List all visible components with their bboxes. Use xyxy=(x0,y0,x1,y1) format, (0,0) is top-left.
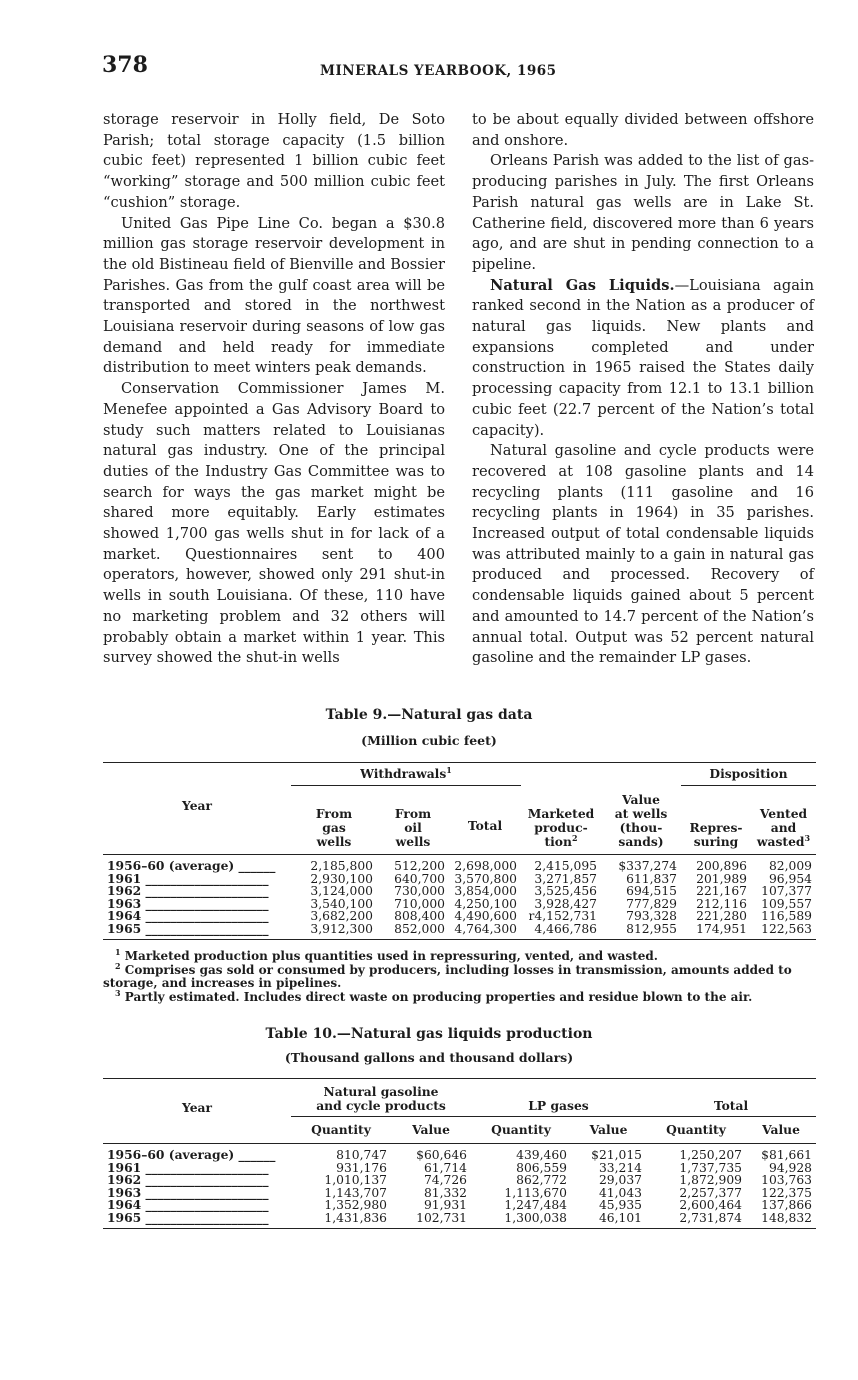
table-cell: 4,466,786 xyxy=(534,921,597,936)
table-cell: r4,152,731 xyxy=(528,909,597,924)
table-cell: 3,928,427 xyxy=(534,896,597,911)
table9-subtitle: (Million cubic feet) xyxy=(361,733,497,748)
table-cell: 33,214 xyxy=(598,1160,642,1175)
table-cell: 174,951 xyxy=(696,921,747,936)
row-year: 1964 ____________________ xyxy=(107,1197,269,1213)
table9-header-value-at-wells: Value at wells (thou- sands) xyxy=(614,792,668,849)
table-cell: 2,185,800 xyxy=(310,859,373,873)
table-cell: 122,375 xyxy=(761,1185,812,1200)
paragraph-body: —Louisiana again ranked second in the Nation as a producer of natural gas liquids. New plants and expansions completed and under construction in 1965 raised the States daily processing capacity from 12.1 to 13.1 billion cubic feet (22.7 percent of the Nation’s total capacity). xyxy=(472,276,814,439)
table10-header-year: Year xyxy=(182,1100,212,1115)
table-cell: 61,714 xyxy=(423,1160,467,1175)
table-cell: 2,415,095 xyxy=(534,859,597,873)
footnote: $^1$ Marketed production plus quantities used in repressuring, vented, and wasted. xyxy=(115,947,658,963)
table-cell: 2,731,874 xyxy=(679,1210,742,1225)
table-cell: 1,737,735 xyxy=(679,1160,742,1175)
table-cell: $337,274 xyxy=(618,859,677,873)
paragraph-natural-gas-liquids xyxy=(472,276,814,442)
table-row xyxy=(103,923,816,939)
table-cell: 109,557 xyxy=(761,896,812,911)
paragraph: Orleans Parish was added to the list of gas-producing parishes in July. The first Orleans Parish natural gas wells are in Lake St. Catherine field, discovered more than 6 years ago, and are shut in pending connection to a pipeline. xyxy=(472,152,814,273)
table-cell: 201,989 xyxy=(696,871,747,886)
row-year: 1962 ____________________ xyxy=(107,1172,269,1188)
table-cell: 74,726 xyxy=(423,1173,467,1188)
paragraph: storage reservoir in Holly field, De Soto Parish; total storage capacity (1.5 billion cubic feet) represented 1 billion cubic feet “working” storage and 500 million cubic feet “cushion” storage. xyxy=(103,111,445,211)
table-cell: 1,247,484 xyxy=(504,1198,567,1213)
table-cell: 793,328 xyxy=(626,909,677,924)
right-column xyxy=(472,110,814,669)
table10-body xyxy=(103,1144,816,1229)
table9-header-from-oil-wells: From oil wells xyxy=(394,806,432,849)
paragraph: Conservation Commissioner James M. Menefee appointed a Gas Advisory Board to study such matters related to Louisianas natural gas industry. One of the principal duties of the Industry Gas Committee was to search for ways the gas market might be shared more equitably. Early estimates showed 1,700 gas wells shut in for lack of a market. Questionnaires sent to 400 operators, however, showed only 291 shut-in wells in south Louisiana. Of these, 110 have no marketing problem and 32 others will probably obtain a market within 1 year. This survey showed the shut-in wells xyxy=(103,380,445,667)
table10-subtitle: (Thousand gallons and thousand dollars) xyxy=(284,1050,574,1065)
running-title: MINERALS YEARBOOK, 1965 xyxy=(320,63,557,79)
table-cell: 808,400 xyxy=(394,909,445,924)
table-cell: 1,352,980 xyxy=(324,1198,387,1213)
table-cell: 1,143,707 xyxy=(324,1185,387,1200)
table-cell: 122,563 xyxy=(761,921,812,936)
table9-group-disposition: Disposition xyxy=(681,763,816,786)
table-cell: 212,116 xyxy=(696,896,747,911)
paragraph: United Gas Pipe Line Co. began a $30.8 million gas storage reservoir development in the old Bistineau field of Bienville and Bossier Parishes. Gas from the gulf coast area will be transported and stored in the northwest Louisiana reservoir during seasons of low gas demand and held ready for immediate distribution to meet winters peak demands. xyxy=(103,214,445,377)
table-cell: 148,832 xyxy=(761,1210,812,1225)
table-cell: 94,928 xyxy=(768,1160,812,1175)
table-cell: 694,515 xyxy=(626,884,677,899)
row-year: 1961 ____________________ xyxy=(107,870,269,886)
table-cell: 137,866 xyxy=(761,1198,812,1213)
table-cell: 4,250,100 xyxy=(454,896,517,911)
table-cell: 107,377 xyxy=(761,884,812,899)
table-cell: 1,431,836 xyxy=(324,1210,387,1225)
table10-title: Table 10.—Natural gas liquids production xyxy=(265,1026,593,1042)
row-year: 1964 ____________________ xyxy=(107,908,269,924)
table-cell: 91,931 xyxy=(423,1198,467,1213)
table10-header-value: Value xyxy=(762,1122,800,1137)
table-cell: 45,935 xyxy=(598,1198,642,1213)
table-cell: 1,300,038 xyxy=(504,1210,567,1225)
row-year: 1963 ____________________ xyxy=(107,1184,269,1200)
table-cell: 3,854,000 xyxy=(454,884,517,899)
table-cell: 2,930,100 xyxy=(310,871,373,886)
table9-spacer xyxy=(601,763,681,786)
table-cell: 81,332 xyxy=(423,1185,467,1200)
row-year: 1963 ____________________ xyxy=(107,895,269,911)
table9-group-withdrawals: Withdrawals$^1$ xyxy=(291,763,521,786)
row-year: 1956–60 (average) ______ xyxy=(107,858,276,873)
table9-header-from-gas-wells: From gas wells xyxy=(315,806,353,849)
table9-header-total: Total xyxy=(467,818,503,833)
table10-header-quantity: Quantity xyxy=(491,1122,551,1137)
footnote: $^2$ Comprises gas sold or consumed by producers, including losses in transmission, amounts added to storage, and increases in pipelines. xyxy=(103,960,792,990)
table-cell: 1,010,137 xyxy=(324,1173,387,1188)
table-cell: 730,000 xyxy=(394,884,445,899)
table-cell: 777,829 xyxy=(626,896,677,911)
table-cell: 2,257,377 xyxy=(679,1185,742,1200)
table10-natural-gas-liquids-production xyxy=(103,1078,816,1229)
table-cell: 3,124,000 xyxy=(310,884,373,899)
row-year: 1965 ____________________ xyxy=(107,920,269,936)
left-column xyxy=(103,110,445,669)
table-cell: 29,037 xyxy=(598,1173,642,1188)
table10-header-value: Value xyxy=(412,1122,450,1137)
table-cell: 512,200 xyxy=(394,859,445,873)
table-cell: 41,043 xyxy=(598,1185,642,1200)
table-cell: 931,176 xyxy=(336,1160,387,1175)
table-cell: 103,763 xyxy=(761,1173,812,1188)
table-cell: 82,009 xyxy=(768,859,812,873)
table9-natural-gas-data xyxy=(103,762,816,940)
row-year: 1956–60 (average) ______ xyxy=(107,1147,276,1162)
table-cell: 102,731 xyxy=(416,1210,467,1225)
table9-header-vented-and-wasted: Vented and wasted$^3$ xyxy=(756,806,811,849)
table-cell: 3,525,456 xyxy=(534,884,597,899)
paragraph: to be about equally divided between offshore and onshore. xyxy=(472,111,814,149)
table-cell: 862,772 xyxy=(516,1173,567,1188)
row-year: 1961 ____________________ xyxy=(107,1159,269,1175)
table-cell: 3,271,857 xyxy=(534,871,597,886)
table-cell: 806,559 xyxy=(516,1160,567,1175)
table10-header-value: Value xyxy=(589,1122,628,1137)
table-cell: 1,872,909 xyxy=(679,1173,742,1188)
table-cell: 812,955 xyxy=(626,921,677,936)
table-cell: 3,570,800 xyxy=(454,871,517,886)
row-year: 1965 ____________________ xyxy=(107,1209,269,1225)
table9-header-year: Year xyxy=(182,798,212,813)
table-cell: 4,490,600 xyxy=(454,909,517,924)
table-cell: $21,015 xyxy=(591,1148,642,1162)
footnote: $^3$ Partly estimated. Includes direct waste on producing properties and residue blown to the air. xyxy=(115,987,753,1004)
table-cell: 4,764,300 xyxy=(454,921,517,936)
table-cell: 640,700 xyxy=(394,871,445,886)
table9-title: Table 9.—Natural gas data xyxy=(325,707,533,723)
table9-header-repressuring: Repres- suring xyxy=(689,820,743,849)
table-cell: $60,646 xyxy=(416,1148,467,1162)
table-cell: 200,896 xyxy=(696,859,747,873)
table-row xyxy=(103,1212,816,1228)
table-cell: 3,540,100 xyxy=(310,896,373,911)
table9-body xyxy=(103,855,816,940)
table10-header-quantity: Quantity xyxy=(666,1122,726,1137)
table-cell: 710,000 xyxy=(394,896,445,911)
table-cell: 46,101 xyxy=(598,1210,642,1225)
section-run-in-heading: Natural Gas Liquids. xyxy=(490,276,675,294)
table-cell: 1,250,207 xyxy=(679,1148,742,1162)
table10-group-natural-gasoline: Natural gasoline and cycle products xyxy=(291,1079,471,1117)
table-cell: 3,682,200 xyxy=(310,909,373,924)
page-number: 378 xyxy=(102,52,148,78)
table-cell: 852,000 xyxy=(394,921,445,936)
table10-group-lp-gases: LP gases xyxy=(471,1079,646,1117)
table-cell: 2,600,464 xyxy=(679,1198,742,1213)
paragraph: Natural gasoline and cycle products were recovered at 108 gasoline plants and 14 recycling plants (111 gasoline and 16 recycling plants in 1964) in 35 parishes. Increased output of total condensable liquids was attributed mainly to a gain in natural gas produced and processed. Recovery of condensable liquids gained about 5 percent and amounted to 14.7 percent of the Nation’s annual total. Output was 52 percent natural gasoline and the remainder LP gases. xyxy=(472,442,814,667)
table-cell: 439,460 xyxy=(516,1148,567,1162)
table9-footnotes xyxy=(103,947,816,1004)
table-cell: 1,113,670 xyxy=(504,1185,567,1200)
table10-group-total: Total xyxy=(646,1079,816,1117)
table10-header-quantity: Quantity xyxy=(311,1122,371,1137)
table-cell: 2,698,000 xyxy=(454,859,517,873)
table-cell: 116,589 xyxy=(761,909,812,924)
table-cell: 810,747 xyxy=(336,1148,387,1162)
table-cell: 221,280 xyxy=(696,909,747,924)
table9-spacer xyxy=(521,763,601,786)
table-cell: $81,661 xyxy=(761,1148,812,1162)
row-year: 1962 ____________________ xyxy=(107,883,269,899)
table-cell: 221,167 xyxy=(696,884,747,899)
table-cell: 96,954 xyxy=(768,871,812,886)
table-cell: 3,912,300 xyxy=(310,921,373,936)
table9-header-marketed-production: Marketed produc- tion$^2$ xyxy=(527,806,595,849)
table-cell: 611,837 xyxy=(626,871,677,886)
